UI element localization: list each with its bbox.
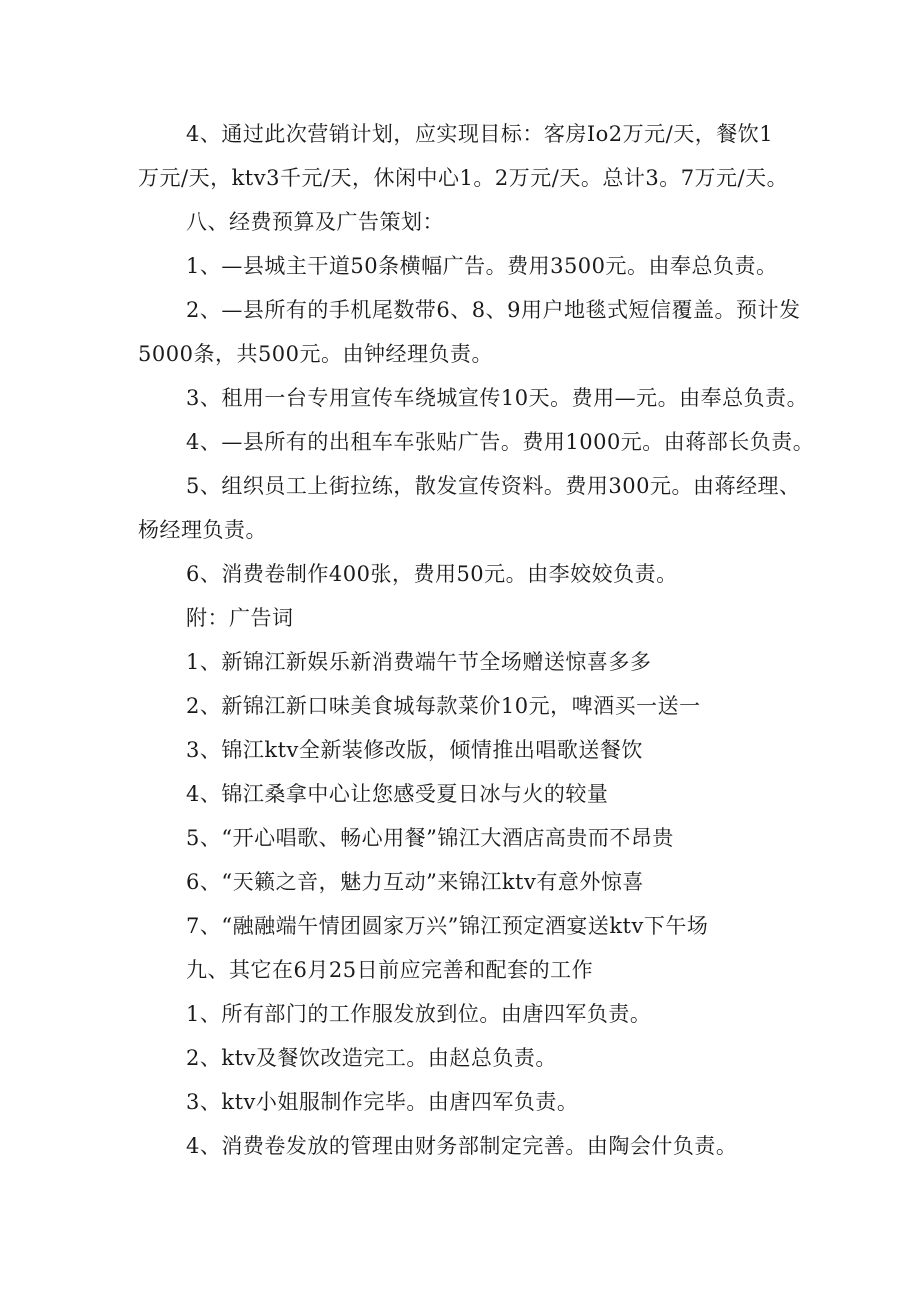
list-item-text: 5、“开心唱歌、畅心用餐”锦江大酒店高贵而不昂贵 xyxy=(186,826,674,850)
list-item-text: 2、ktv及餐饮改造完工。由赵总负责。 xyxy=(186,1046,557,1070)
list-item-text: 7、“融融端午情团圆家万兴”锦江预定酒宴送ktv下午场 xyxy=(186,914,709,938)
list-item-text: 4、锦江桑拿中心让您感受夏日冰与火的较量 xyxy=(186,782,609,806)
list-item-text: 1、所有部门的工作服发放到位。由唐四军负责。 xyxy=(186,1002,652,1026)
list-item-text: 2、新锦江新口味美食城每款菜价10元，啤酒买一送一 xyxy=(186,694,701,718)
document-body xyxy=(138,112,815,1168)
list-item xyxy=(138,860,798,904)
list-item-text: 2、—县所有的手机尾数带6、8、9用户地毯式短信覆盖。预计发 xyxy=(186,298,801,322)
list-item-text: 1、新锦江新娱乐新消费端午节全场赠送惊喜多多 xyxy=(186,650,652,674)
paragraph-line: 万元/天，ktv3千元/天，休闲中心1。2万元/天。总计3。7万元/天。 xyxy=(138,166,789,190)
list-item-text: 5、组织员工上街拉练，散发宣传资料。费用300元。由蒋经理、 xyxy=(186,474,801,498)
list-item xyxy=(138,1080,798,1124)
list-item-cont xyxy=(138,508,798,552)
heading-text: 八、经费预算及广告策划： xyxy=(186,210,444,234)
list-item xyxy=(138,1036,798,1080)
heading-text: 附：广告词 xyxy=(186,606,294,630)
heading-text: 九、其它在6月25日前应完善和配套的工作 xyxy=(186,958,594,982)
list-item xyxy=(138,376,809,420)
list-item-text: 1、—县城主干道50条横幅广告。费用3500元。由奉总负责。 xyxy=(186,254,778,278)
list-item xyxy=(138,420,815,464)
list-item-text: 6、“天籁之音，魅力互动”来锦江ktv有意外惊喜 xyxy=(186,870,644,894)
list-item xyxy=(138,904,798,948)
list-item-text: 5000条，共500元。由钟经理负责。 xyxy=(138,342,494,366)
list-item-cont xyxy=(138,332,798,376)
list-item-text: 3、ktv小姐服制作完毕。由唐四军负责。 xyxy=(186,1090,579,1114)
paragraph-line: 4、通过此次营销计划，应实现目标：客房Io2万元/天，餐饮1 xyxy=(186,122,774,146)
list-item-text: 4、消费卷发放的管理由财务部制定完善。由陶会什负责。 xyxy=(186,1134,738,1158)
list-item-text: 6、消费卷制作400张，费用50元。由李姣姣负责。 xyxy=(186,562,678,586)
list-item xyxy=(138,552,798,596)
list-item-text: 杨经理负责。 xyxy=(138,518,267,542)
list-item xyxy=(138,464,801,508)
section-heading-other-work xyxy=(138,948,798,992)
list-item xyxy=(138,684,798,728)
list-item-text: 3、租用一台专用宣传车绕城宣传10天。费用—元。由奉总负责。 xyxy=(186,386,809,410)
section-heading-budget xyxy=(138,200,798,244)
list-item xyxy=(138,640,798,684)
list-item xyxy=(138,1124,798,1168)
paragraph-target-revenue xyxy=(138,112,798,156)
paragraph-target-revenue-cont xyxy=(138,156,798,200)
list-item-text: 4、—县所有的出租车车张贴广告。费用1000元。由蒋部长负责。 xyxy=(186,430,815,454)
list-item xyxy=(138,728,798,772)
list-item-text: 3、锦江ktv全新装修改版，倾情推出唱歌送餐饮 xyxy=(186,738,643,762)
list-item xyxy=(138,772,798,816)
section-heading-ad-slogans xyxy=(138,596,798,640)
list-item xyxy=(138,992,798,1036)
list-item xyxy=(138,244,798,288)
list-item xyxy=(138,288,801,332)
list-item xyxy=(138,816,798,860)
